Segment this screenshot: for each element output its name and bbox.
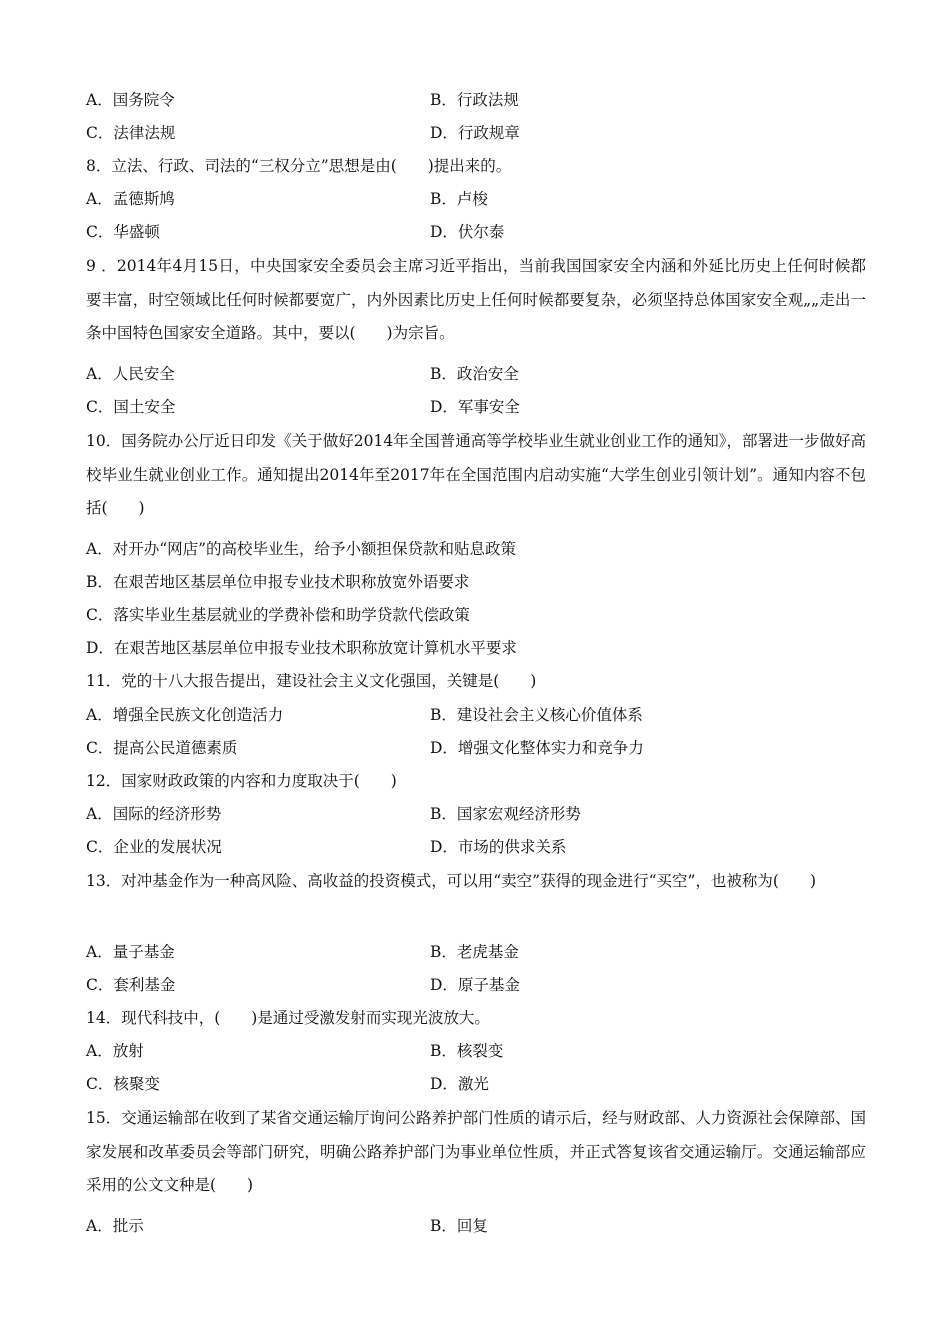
q8-option-b: B．卢梭 — [430, 190, 488, 208]
q13-option-c: C．套利基金 — [86, 976, 176, 994]
q10-stem: 10．国务院办公厅近日印发《关于做好2014年全国普通高等学校毕业生就业创业工作的通知》，部署进一步做好高校毕业生就业创业工作。通知提出2014年至2017年在全国范围内启动实施“大学生创业引领计划”。通知内容不包括( ) — [86, 432, 866, 517]
q9-option-c: C．国土安全 — [86, 398, 176, 416]
q14-stem: 14．现代科技中，( )是通过受激发射而实现光波放大。 — [86, 1009, 490, 1027]
q12-stem: 12．国家财政政策的内容和力度取决于( ) — [86, 772, 397, 790]
q10-option-a: A．对开办“网店”的高校毕业生，给予小额担保贷款和贴息政策 — [86, 540, 517, 558]
q8-option-c: C．华盛顿 — [86, 223, 160, 241]
q15-stem: 15．交通运输部在收到了某省交通运输厅询问公路养护部门性质的请示后，经与财政部、人力资源社会保障部、国家发展和改革委员会等部门研究，明确公路养护部门为事业单位性质，并正式答复该省交通运输厅。交通运输部应采用的公文文种是( ) — [86, 1109, 866, 1194]
q12-option-d: D．市场的供求关系 — [430, 838, 567, 856]
q10-option-c: C．落实毕业生基层就业的学费补偿和助学贷款代偿政策 — [86, 606, 470, 624]
q7-option-b: B．行政法规 — [430, 91, 519, 109]
q14-option-c: C．核聚变 — [86, 1075, 160, 1093]
q11-option-b: B．建设社会主义核心价值体系 — [430, 706, 643, 724]
q14-option-b: B．核裂变 — [430, 1042, 504, 1060]
q14-option-d: D．激光 — [430, 1075, 489, 1093]
q7-option-d: D．行政规章 — [430, 124, 520, 142]
q12-option-b: B．国家宏观经济形势 — [430, 805, 581, 823]
q11-option-c: C．提高公民道德素质 — [86, 739, 238, 757]
q8-stem: 8．立法、行政、司法的“三权分立”思想是由( )提出来的。 — [86, 157, 512, 175]
q13-option-b: B．老虎基金 — [430, 943, 519, 961]
q8-option-a: A．孟德斯鸠 — [86, 190, 175, 208]
q11-option-d: D．增强文化整体实力和竞争力 — [430, 739, 644, 757]
q14-option-a: A．放射 — [86, 1042, 144, 1060]
q10-option-d: D．在艰苦地区基层单位申报专业技术职称放宽计算机水平要求 — [86, 639, 517, 657]
q7-option-a: A．国务院令 — [86, 91, 175, 109]
q11-stem: 11．党的十八大报告提出，建设社会主义文化强国，关键是( ) — [86, 672, 537, 690]
q9-option-d: D．军事安全 — [430, 398, 520, 416]
q13-stem: 13．对冲基金作为一种高风险、高收益的投资模式，可以用“卖空”获得的现金进行“买空”，也被称为( ) — [86, 872, 817, 890]
q9-stem: 9 ．2014年4月15日，中央国家安全委员会主席习近平指出，当前我国国家安全内涵和外延比历史上任何时候都要丰富，时空领域比任何时候都要宽广，内外因素比历史上任何时候都要复杂，必须坚持总体国家安全观„„走出一条中国特色国家安全道路。其中，要以( )为宗旨。 — [86, 257, 866, 342]
q9-option-b: B．政治安全 — [430, 365, 519, 383]
q7-option-c: C．法律法规 — [86, 124, 176, 142]
q12-option-a: A．国际的经济形势 — [86, 805, 222, 823]
q10-option-b: B．在艰苦地区基层单位申报专业技术职称放宽外语要求 — [86, 573, 470, 591]
q15-option-b: B．回复 — [430, 1217, 488, 1235]
q13-option-a: A．量子基金 — [86, 943, 175, 961]
q11-option-a: A．增强全民族文化创造活力 — [86, 706, 284, 724]
q12-option-c: C．企业的发展状况 — [86, 838, 222, 856]
q15-option-a: A．批示 — [86, 1217, 144, 1235]
q8-option-d: D．伏尔泰 — [430, 223, 505, 241]
q9-option-a: A．人民安全 — [86, 365, 175, 383]
q13-option-d: D．原子基金 — [430, 976, 520, 994]
